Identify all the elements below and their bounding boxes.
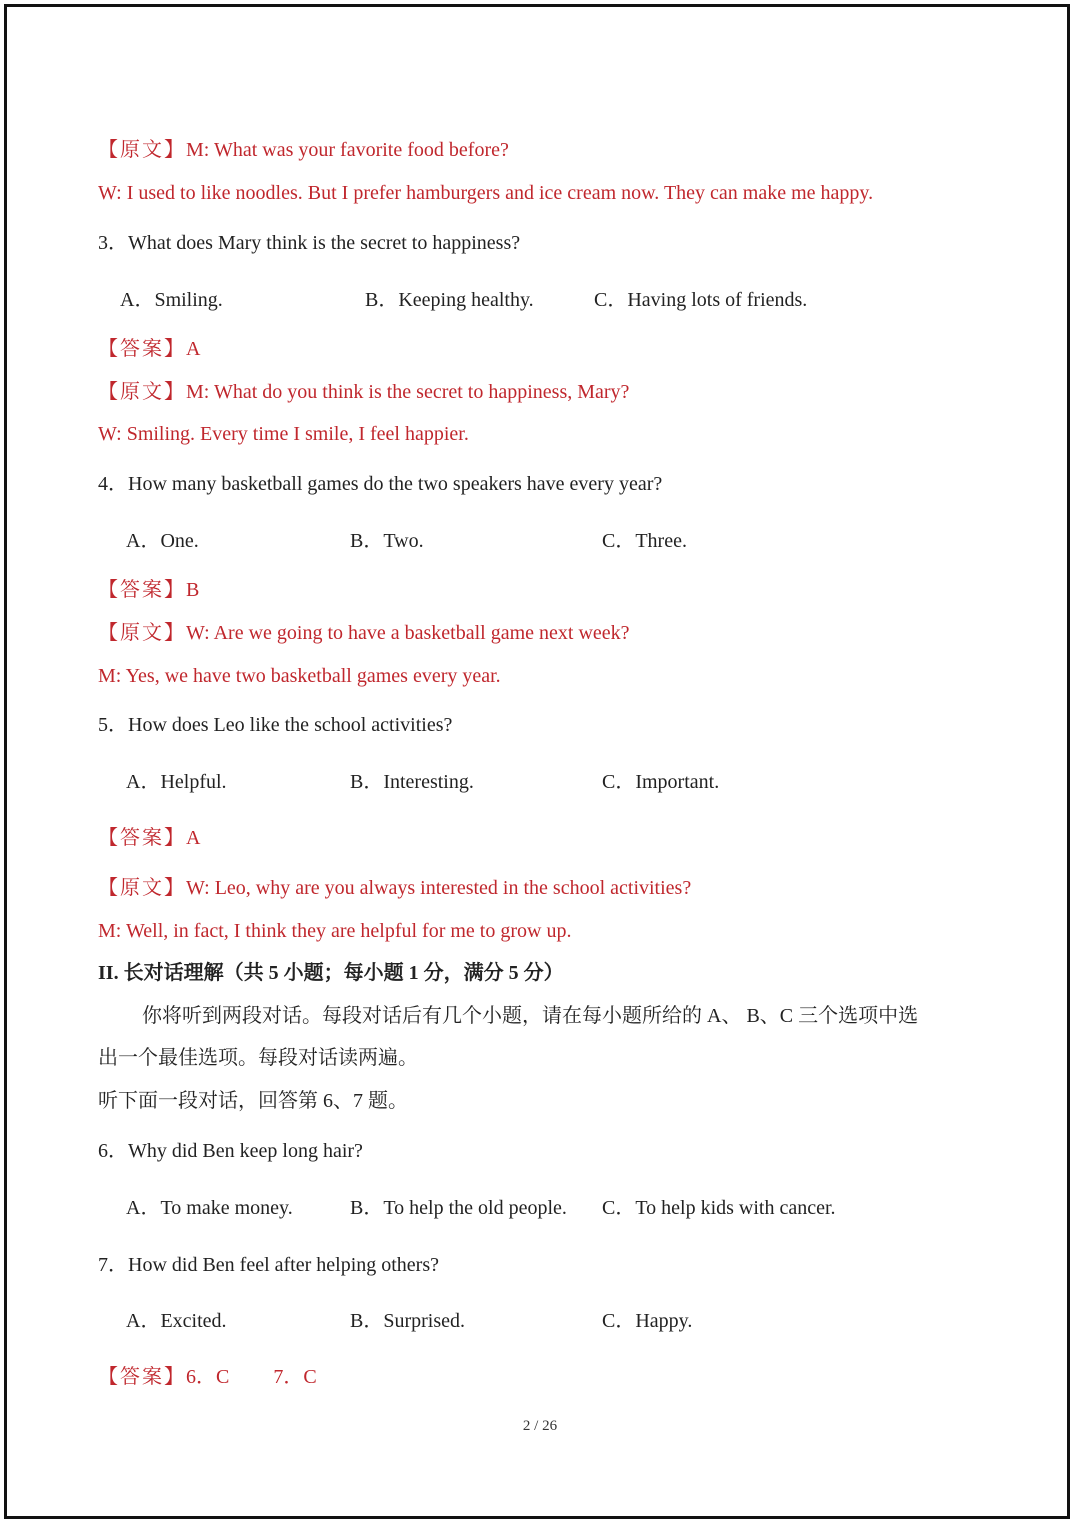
option-b: B．Keeping healthy. (365, 289, 534, 311)
section-header: II. 长对话理解（共 5 小题；每小题 1 分，满分 5 分） (98, 962, 564, 984)
answer-value: A (186, 827, 201, 849)
answer-value: B (186, 579, 200, 601)
source-text: W: I used to like noodles. But I prefer hamburgers and ice cream now. They can make me happy. (98, 182, 874, 204)
source-label: 【原文】 (98, 139, 186, 161)
option-c: C．Important. (602, 771, 720, 793)
source-label: 【原文】 (98, 877, 186, 899)
instruction-line: 出一个最佳选项。每段对话读两遍。 (98, 1047, 418, 1069)
option-a: A．Helpful. (126, 771, 227, 793)
question-stem: 7．How did Ben feel after helping others? (98, 1254, 440, 1276)
source-text: M: What do you think is the secret to happiness, Mary? (186, 381, 630, 403)
source-text: M: What was your favorite food before? (186, 139, 509, 161)
source-text: W: Smiling. Every time I smile, I feel happier. (98, 423, 469, 445)
question-stem: 5．How does Leo like the school activities? (98, 714, 453, 736)
source-label: 【原文】 (98, 381, 186, 403)
answer-label: 【答案】 (98, 827, 186, 849)
answer-line (98, 576, 199, 604)
answer-line (98, 335, 200, 363)
page-number: 2 / 26 (522, 1418, 558, 1434)
source-label: 【原文】 (98, 622, 186, 644)
question-stem: 3．What does Mary think is the secret to happiness? (98, 232, 521, 254)
option-c: C．Three. (602, 530, 687, 552)
option-c: C．Having lots of friends. (594, 289, 808, 311)
instruction-line: 你将听到两段对话。每段对话后有几个小题，请在每小题所给的 A、 B、C 三个选项中选 (142, 1005, 919, 1027)
option-c: C．Happy. (602, 1310, 693, 1332)
answer-value: 7．C (273, 1366, 317, 1388)
answer-value: 6．C (186, 1366, 230, 1388)
answer-label: 【答案】 (98, 338, 186, 360)
option-b: B．Surprised. (350, 1310, 465, 1332)
source-line (98, 874, 691, 902)
option-a: A．One. (126, 530, 199, 552)
answer-value: A (186, 338, 201, 360)
option-b: B．Two. (350, 530, 424, 552)
source-text: M: Well, in fact, I think they are helpful for me to grow up. (98, 920, 572, 942)
answer-label: 【答案】 (98, 579, 186, 601)
source-line (98, 619, 630, 647)
option-a: A．Excited. (126, 1310, 227, 1332)
option-a: A．To make money. (126, 1197, 293, 1219)
question-stem: 4．How many basketball games do the two speakers have every year? (98, 473, 663, 495)
option-b: B．To help the old people. (350, 1197, 567, 1219)
option-b: B．Interesting. (350, 771, 474, 793)
answer-label: 【答案】 (98, 1366, 186, 1388)
source-text: W: Leo, why are you always interested in the school activities? (186, 877, 692, 899)
answer-line (98, 824, 200, 852)
source-line (98, 378, 629, 406)
option-a: A．Smiling. (120, 289, 223, 311)
source-line (98, 136, 509, 164)
answer-line (98, 1363, 317, 1391)
source-text: W: Are we going to have a basketball game next week? (186, 622, 630, 644)
option-c: C．To help kids with cancer. (602, 1197, 836, 1219)
question-stem: 6．Why did Ben keep long hair? (98, 1140, 363, 1162)
dialogue-intro: 听下面一段对话，回答第 6、7 题。 (98, 1090, 408, 1112)
source-text: M: Yes, we have two basketball games every year. (98, 665, 501, 687)
